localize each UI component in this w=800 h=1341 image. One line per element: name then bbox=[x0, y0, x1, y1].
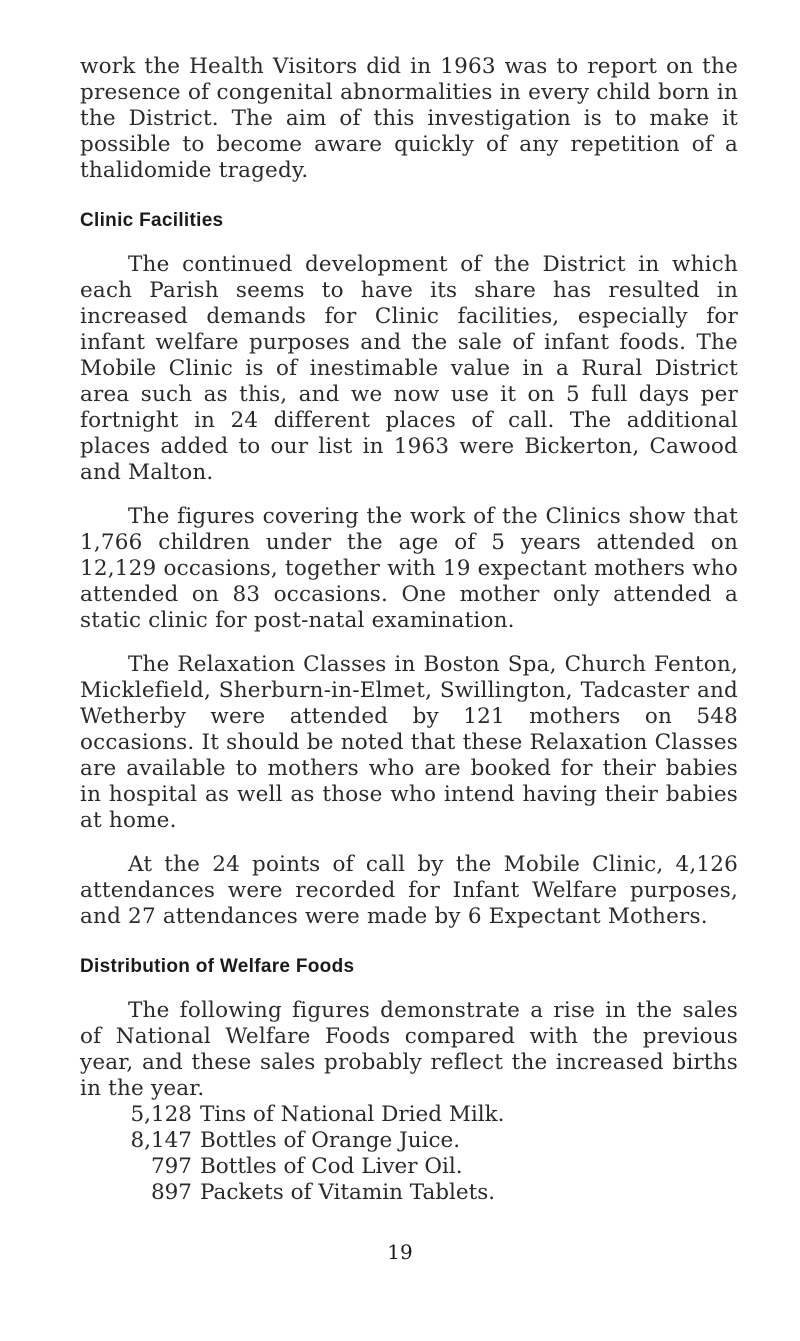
intro-paragraph: work the Health Visitors did in 1963 was to report on the presence of congenital abnormalities in every child born in the District. The aim of this investigation is to make it possible to become aware quickly of any repetition of a thalidomide tragedy. bbox=[80, 54, 738, 183]
list-item bbox=[80, 1128, 738, 1154]
clinic-paragraph-1: The continued development of the District in which each Parish seems to have its share has resulted in increased demands for Clinic facilities, especially for infant welfare purposes and the sale of infant foods. The Mobile Clinic is of inestimable value in a Rural District area such as this, and we now use it on 5 full days per fortnight in 24 different places of call. The additional places added to our list in 1963 were Bickerton, Cawood and Malton. bbox=[80, 252, 738, 485]
clinic-paragraph-3: The Relaxation Classes in Boston Spa, Church Fenton, Micklefield, Sherburn-in-Elmet, Swillington, Tadcaster and Wetherby were attended by 121 mothers on 548 occasions. It should be noted that these Relaxation Classes are available to mothers who are booked for their babies in hospital as well as those who intend having their babies at home. bbox=[80, 652, 738, 833]
foods-list bbox=[80, 1102, 738, 1206]
list-item-quantity: 897 bbox=[150, 1180, 192, 1205]
clinic-paragraph-2: The figures covering the work of the Clinics show that 1,766 children under the age of 5 years attended on 12,129 occasions, together with 19 expectant mothers who attended on 83 occasions. One mother only attended a static clinic for post-natal examination. bbox=[80, 504, 738, 633]
list-item-description: Packets of Vitamin Tablets. bbox=[200, 1180, 496, 1205]
document-page bbox=[80, 54, 738, 1206]
page-number: 19 bbox=[387, 1240, 413, 1264]
list-item-quantity: 797 bbox=[150, 1154, 192, 1179]
clinic-paragraph-4: At the 24 points of call by the Mobile Clinic, 4,126 attendances were recorded for Infant Welfare purposes, and 27 attendances were made by 6 Expectant Mothers. bbox=[80, 852, 738, 929]
heading-distribution-welfare-foods: Distribution of Welfare Foods bbox=[80, 956, 355, 977]
list-item-quantity: 5,128 bbox=[130, 1102, 192, 1127]
list-item bbox=[80, 1180, 738, 1206]
list-item bbox=[80, 1154, 738, 1180]
list-item-quantity: 8,147 bbox=[130, 1128, 192, 1153]
heading-clinic-facilities: Clinic Facilities bbox=[80, 210, 224, 231]
list-item-description: Bottles of Cod Liver Oil. bbox=[200, 1154, 463, 1179]
foods-paragraph-1: The following figures demonstrate a rise in the sales of National Welfare Foods compared with the previous year, and these sales probably reflect the increased births in the year. bbox=[80, 998, 738, 1101]
list-item bbox=[80, 1102, 738, 1128]
list-item-description: Tins of National Dried Milk. bbox=[200, 1102, 505, 1127]
list-item-description: Bottles of Orange Juice. bbox=[200, 1128, 461, 1153]
